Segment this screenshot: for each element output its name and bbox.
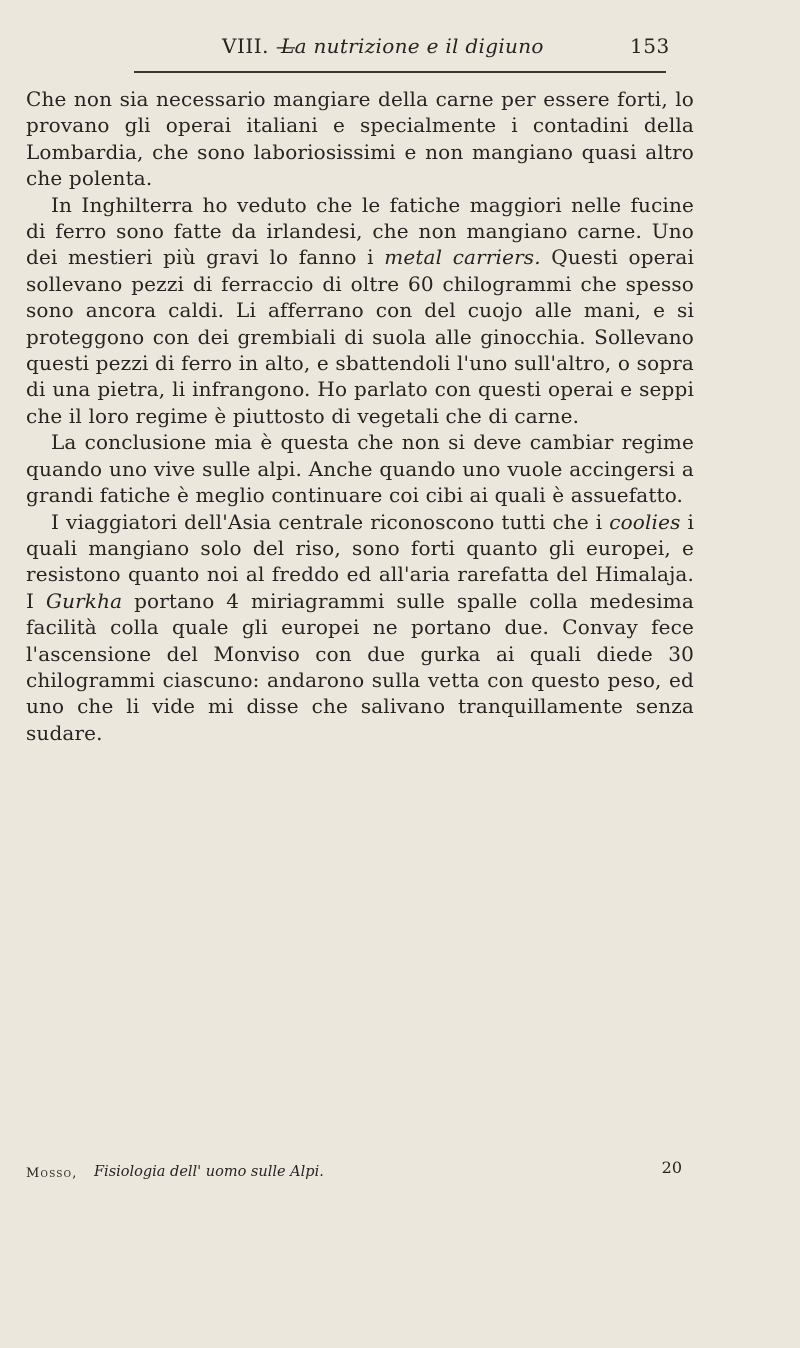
paragraph-3-text: La conclusione mia è questa che non si deve cambiar regime quando uno vive sulle alpi. Anche quando uno vuole accingersi a grandi fatiche è meglio continuare coi cibi ai quali è assuefatto. <box>26 430 694 508</box>
italic-term-metal-carriers: metal carriers. <box>384 245 541 270</box>
paragraph-3 <box>26 429 694 508</box>
footer-work-title: Fisiologia dell' uomo sulle Alpi. <box>94 1164 324 1180</box>
italic-term-gurkha: Gurkha <box>45 588 123 613</box>
running-head <box>0 34 800 64</box>
italic-term-coolies: coolies <box>609 509 681 534</box>
signature-mark: 20 <box>661 1158 682 1177</box>
paragraph-4-text-c: portano 4 miriagrammi sulle spalle colla medesima facilità colla quale gli europei ne portano due. Convay fece l'ascensione del Monviso con due gurka ai quali diede 30 chilogrammi ciascuno: andarono sulla vetta con questo peso, ed uno che li vide mi disse che salivano tranquillamente senza sudare. <box>26 588 694 745</box>
chapter-title: La nutrizione e il digiuno <box>281 34 544 58</box>
body-text <box>26 86 694 746</box>
paragraph-2 <box>26 192 694 430</box>
paragraph-1-text: Che non sia necessario mangiare della carne per essere forti, lo provano gli operai italiani e specialmente i contadini della Lombardia, che sono laboriosissimi e non mangiano quasi altro che polenta. <box>26 87 694 191</box>
paragraph-4-text-b: i quali mangiano solo del riso, sono forti quanto gli europei, e resistono quanto noi al freddo ed all'aria rarefatta del Himalaja. I <box>26 509 694 613</box>
chapter-number: VIII. — <box>222 34 297 58</box>
paragraph-1 <box>26 86 694 192</box>
footer-author: Mosso, <box>26 1166 78 1181</box>
header-rule <box>134 71 666 73</box>
paragraph-2-text-b: Questi operai sollevano pezzi di ferraccio di oltre 60 chilogrammi che spesso sono ancora caldi. Li afferrano con del cuojo alle mani, e si proteggono con dei grembiali di suola alle ginocchia. Sollevano questi pezzi di ferro in alto, e sbattendoli l'uno sull'altro, o sopra di una pietra, li infrangono. Ho parlato con questi operai e seppi che il loro regime è piuttosto di vegetali che di carne. <box>26 245 694 428</box>
paragraph-4 <box>26 509 694 747</box>
page-number: 153 <box>630 34 670 58</box>
paragraph-4-text-a: I viaggiatori dell'Asia centrale riconoscono tutti che i <box>51 509 610 534</box>
paragraph-2-text-a: In Inghilterra ho veduto che le fatiche maggiori nelle fucine di ferro sono fatte da irlandesi, che non mangiano carne. Uno dei mestieri più gravi lo fanno i <box>26 192 694 270</box>
page-footer <box>26 1160 694 1186</box>
